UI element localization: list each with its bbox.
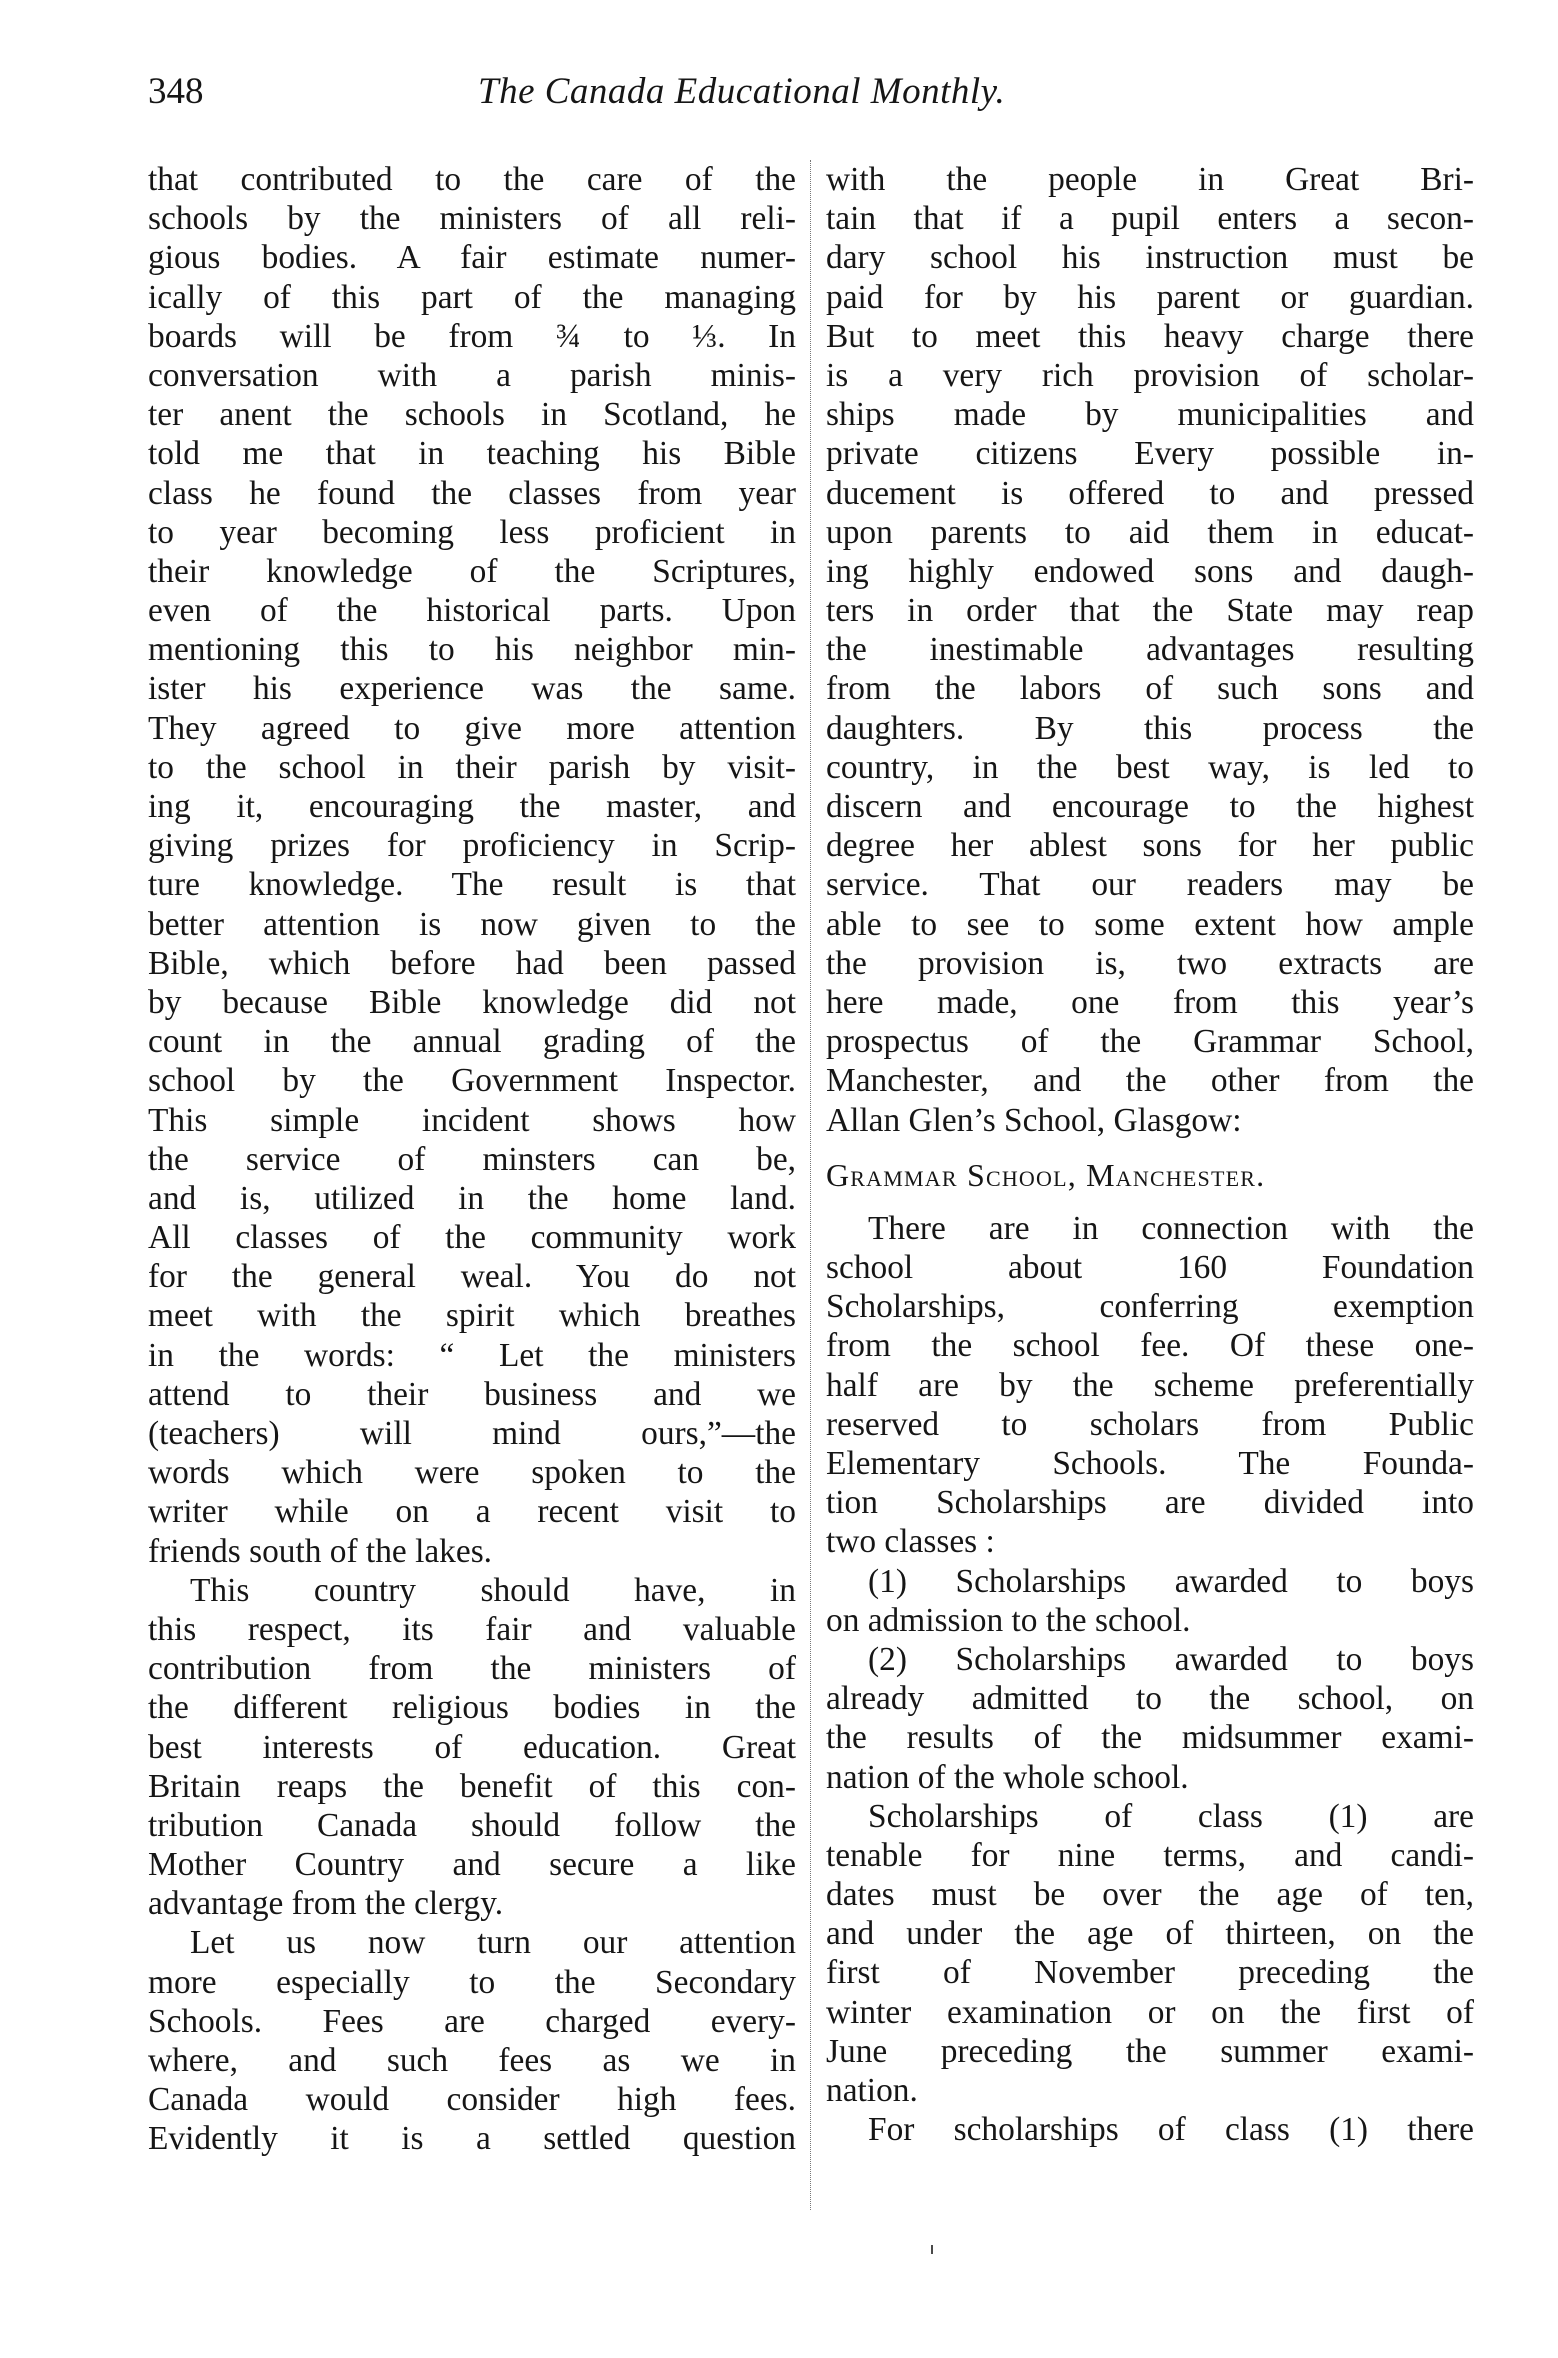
- text-line: tribution Canada should follow the: [148, 1806, 796, 1844]
- text-line: class he found the classes from year: [148, 474, 796, 512]
- text-line: school by the Government Inspector.: [148, 1062, 796, 1100]
- text-line: first of November preceding the: [826, 1954, 1474, 1992]
- text-line: Manchester, and the other from the: [826, 1062, 1474, 1100]
- text-line: count in the annual grading of the: [148, 1023, 796, 1061]
- column-divider: [810, 160, 811, 2210]
- page-number: 348: [148, 71, 204, 112]
- text-line: and under the age of thirteen, on the: [826, 1915, 1474, 1953]
- text-line: (teachers) will mind ours,”—the: [148, 1415, 796, 1452]
- text-line: school about 160 Foundation: [826, 1249, 1474, 1287]
- text-line: upon parents to aid them in educat-: [826, 513, 1474, 551]
- text-line: Schools. Fees are charged every-: [148, 2002, 796, 2040]
- text-line: words which were spoken to the: [148, 1454, 796, 1492]
- text-line: All classes of the community work: [148, 1219, 796, 1257]
- text-line: even of the historical parts. Upon: [148, 592, 796, 630]
- text-line: boards will be from ¾ to ⅓. In: [148, 317, 796, 355]
- text-line: gious bodies. A fair estimate numer-: [148, 239, 796, 277]
- text-line: the results of the midsummer exami-: [826, 1719, 1474, 1757]
- text-line: tion Scholarships are divided into: [826, 1484, 1474, 1522]
- text-line: contribution from the ministers of: [148, 1650, 796, 1688]
- text-line: ically of this part of the managing: [148, 278, 796, 316]
- paragraph-end-line: friends south of the lakes.: [148, 1532, 493, 1570]
- text-line: mentioning this to his neighbor min-: [148, 631, 796, 669]
- text-line: meet with the spirit which breathes: [148, 1297, 796, 1335]
- text-line: tain that if a pupil enters a secon-: [826, 200, 1474, 238]
- text-line: with the people in Great Bri-: [826, 161, 1474, 198]
- paragraph-first-line: There are in connection with the: [868, 1209, 1474, 1247]
- text-line: service. That our readers may be: [826, 866, 1474, 904]
- text-line: dates must be over the age of ten,: [826, 1876, 1474, 1914]
- text-line: winter examination or on the first of: [826, 1993, 1474, 2031]
- text-line: ing highly endowed sons and daugh-: [826, 552, 1474, 590]
- text-line: from the labors of such sons and: [826, 670, 1474, 708]
- journal-title: The Canada Educational Monthly.: [478, 71, 1006, 112]
- text-line: ter anent the schools in Scotland, he: [148, 396, 796, 434]
- text-line: This simple incident shows how: [148, 1101, 796, 1139]
- text-line: in the words: “ Let the ministers: [148, 1336, 796, 1374]
- text-line: ture knowledge. The result is that: [148, 866, 796, 904]
- text-line: their knowledge of the Scriptures,: [148, 552, 796, 590]
- text-line: better attention is now given to the: [148, 905, 796, 943]
- paragraph-end-line: nation.: [826, 2072, 918, 2109]
- text-line: the service of minsters can be,: [148, 1140, 796, 1178]
- text-line: the provision is, two extracts are: [826, 944, 1474, 982]
- text-line: They agreed to give more attention: [148, 709, 796, 747]
- text-line: already admitted to the school, on: [826, 1680, 1474, 1718]
- paragraph-end-line: two classes :: [826, 1523, 995, 1561]
- text-line: giving prizes for proficiency in Scrip-: [148, 827, 796, 865]
- text-line: country, in the best way, is led to: [826, 748, 1474, 786]
- text-line: half are by the scheme preferentially: [826, 1366, 1474, 1404]
- text-line: and is, utilized in the home land.: [148, 1179, 796, 1217]
- text-line: ister his experience was the same.: [148, 670, 796, 708]
- text-line: to the school in their parish by visit-: [148, 748, 796, 786]
- text-line: tenable for nine terms, and candi-: [826, 1836, 1474, 1874]
- text-line: writer while on a recent visit to: [148, 1493, 796, 1531]
- text-line: dary school his instruction must be: [826, 239, 1474, 277]
- text-line: Canada would consider high fees.: [148, 2081, 796, 2119]
- text-line: this respect, its fair and valuable: [148, 1610, 796, 1648]
- text-line: conversation with a parish minis-: [148, 356, 796, 394]
- text-line: that contributed to the care of the: [148, 161, 796, 198]
- text-line: Bible, which before had been passed: [148, 944, 796, 982]
- text-line: degree her ablest sons for her public: [826, 827, 1474, 865]
- list-item-line: (2) Scholarships awarded to boys: [868, 1640, 1474, 1678]
- paragraph-end-line: nation of the whole school.: [826, 1758, 1189, 1796]
- text-line: But to meet this heavy charge there: [826, 317, 1474, 355]
- text-line: told me that in teaching his Bible: [148, 435, 796, 473]
- text-line: Evidently it is a settled question: [148, 2120, 796, 2158]
- footer-mark: [931, 2245, 933, 2254]
- text-line: by because Bible knowledge did not: [148, 983, 796, 1021]
- text-line: able to see to some extent how ample: [826, 905, 1474, 943]
- text-line: daughters. By this process the: [826, 709, 1474, 747]
- text-line: Britain reaps the benefit of this con-: [148, 1767, 796, 1805]
- text-line: for the general weal. You do not: [148, 1258, 796, 1296]
- text-line: ducement is offered to and pressed: [826, 474, 1474, 512]
- text-line: ing it, encouraging the master, and: [148, 788, 796, 825]
- text-line: here made, one from this year’s: [826, 983, 1474, 1021]
- paragraph-end-line: Allan Glen’s School, Glasgow:: [826, 1101, 1242, 1139]
- text-line: from the school fee. Of these one-: [826, 1327, 1474, 1365]
- right-column-text: [826, 160, 1474, 2149]
- text-line: schools by the ministers of all reli-: [148, 200, 796, 238]
- text-line: Scholarships, conferring exemption: [826, 1288, 1474, 1326]
- left-column-text: [148, 160, 796, 2159]
- text-line: Elementary Schools. The Founda-: [826, 1445, 1474, 1482]
- text-line: is a very rich provision of scholar-: [826, 356, 1474, 394]
- text-line: reserved to scholars from Public: [826, 1405, 1474, 1443]
- text-line: to year becoming less proficient in: [148, 513, 796, 551]
- text-line: attend to their business and we: [148, 1375, 796, 1413]
- text-line: more especially to the Secondary: [148, 1963, 796, 2001]
- text-line: ters in order that the State may reap: [826, 592, 1474, 630]
- text-line: where, and such fees as we in: [148, 2042, 796, 2079]
- section-heading: Grammar School, Manchester.: [826, 1156, 1266, 1193]
- text-line: paid for by his parent or guardian.: [826, 278, 1474, 316]
- paragraph-first-line: For scholarships of class (1) there: [868, 2111, 1474, 2149]
- running-head: [148, 62, 1488, 122]
- text-line: best interests of education. Great: [148, 1728, 796, 1766]
- text-line: Mother Country and secure a like: [148, 1846, 796, 1884]
- list-item-line: (1) Scholarships awarded to boys: [868, 1562, 1474, 1600]
- paragraph-first-line: Scholarships of class (1) are: [868, 1797, 1474, 1835]
- paragraph-first-line: Let us now turn our attention: [190, 1924, 796, 1962]
- text-line: the different religious bodies in the: [148, 1689, 796, 1727]
- text-line: ships made by municipalities and: [826, 396, 1474, 434]
- text-line: the inestimable advantages resulting: [826, 631, 1474, 669]
- text-line: discern and encourage to the highest: [826, 788, 1474, 825]
- text-line: private citizens Every possible in-: [826, 435, 1474, 473]
- paragraph-end-line: advantage from the clergy.: [148, 1885, 504, 1923]
- text-line: June preceding the summer exami-: [826, 2032, 1474, 2070]
- text-line: prospectus of the Grammar School,: [826, 1023, 1474, 1061]
- paragraph-end-line: on admission to the school.: [826, 1601, 1191, 1639]
- paragraph-first-line: This country should have, in: [190, 1571, 796, 1609]
